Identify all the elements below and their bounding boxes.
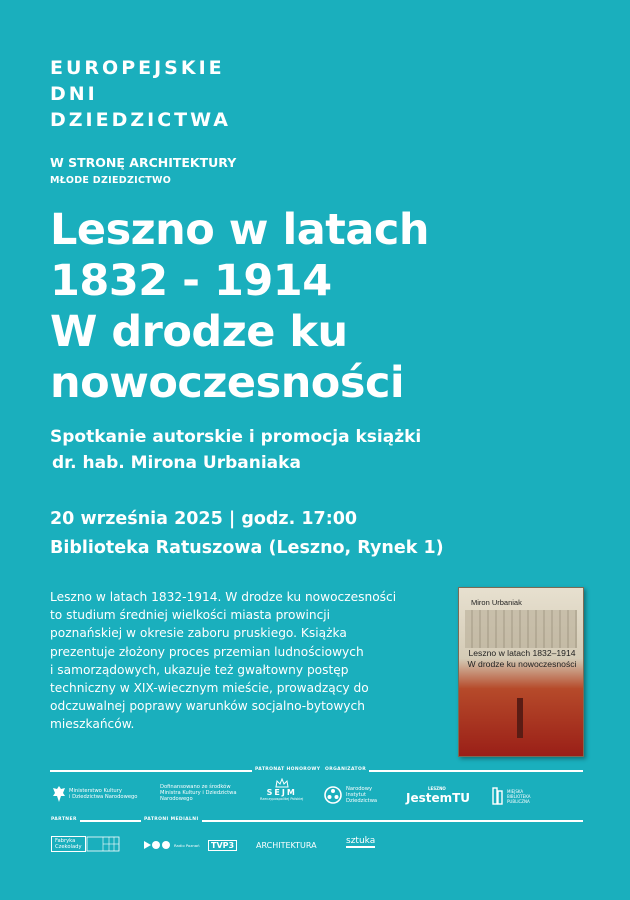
leszno-text: JestemTU <box>406 791 471 805</box>
headline-line-3: W drodze ku <box>50 307 348 357</box>
fabryka-grid-icon <box>86 836 120 852</box>
book-cover-photo <box>465 610 577 648</box>
leszno-small-text: LESZNO <box>428 786 446 791</box>
sejm-logo <box>260 778 303 801</box>
library-line-1: MIEJSKA <box>507 788 524 794</box>
tvp-text: TVP3 <box>208 840 237 851</box>
label-patronat: PATRONAT HONOROWY <box>252 767 323 772</box>
sponsors-divider-bottom <box>50 820 583 822</box>
nid-emblem-icon <box>323 785 343 805</box>
desc-line-4: prezentuje złożony proces przemian ludnościowych <box>50 644 364 659</box>
fabryka-line-2: Czekolady <box>55 844 82 851</box>
ministry-line-2: i Dziedzictwa Narodowego <box>69 794 138 800</box>
headline-line-1: Leszno w latach <box>50 205 429 255</box>
fabryka-line-1: Fabryka <box>55 838 76 844</box>
desc-line-3: poznańskiej w okresie zaboru pruskiego. Książka <box>50 626 347 641</box>
book-cover-image <box>458 587 584 757</box>
crown-icon <box>275 778 289 788</box>
desc-line-6: techniczny w XIX-wiecznym mieście, prowadzący do <box>50 681 369 696</box>
headline-line-2: 1832 - 1914 <box>50 256 332 306</box>
desc-line-7: odczuwalnej poprawy warunków socjalno-bytowych <box>50 699 365 714</box>
nid-line-3: Dziedzictwa <box>346 798 378 805</box>
event-series-logo <box>50 55 231 133</box>
cofinanced-line-1: Dofinansowano ze środków <box>160 784 231 790</box>
event-subtitle <box>50 424 421 476</box>
radio-dots-icon <box>143 840 171 850</box>
poster-headline <box>50 205 610 409</box>
theme-subheading: MŁODE DZIEDZICTWO <box>50 175 172 186</box>
event-venue: Biblioteka Ratuszowa (Leszno, Rynek 1) <box>50 538 444 558</box>
eagle-icon <box>52 785 66 803</box>
headline-line-4: nowoczesności <box>50 358 405 408</box>
sztuka-text: sztuka <box>346 836 376 846</box>
tvp-logo <box>208 840 237 851</box>
nid-line-2: Instytut <box>346 791 366 798</box>
cofinanced-note <box>160 784 237 803</box>
nid-line-1: Narodowy <box>346 785 373 792</box>
library-line-3: PUBLICZNA <box>507 798 530 804</box>
book-title <box>467 648 577 670</box>
theme-heading: W STRONĘ ARCHITEKTURY <box>50 155 237 170</box>
desc-line-5: i samorządowych, ukazuje też gwałtowny postęp <box>50 662 349 677</box>
sejm-text: SEJM <box>266 788 297 797</box>
event-date-time: 20 września 2025 | godz. 17:00 <box>50 509 358 529</box>
architektura-logo <box>256 841 317 850</box>
label-patroni-medialni: PATRONI MEDIALNI <box>141 817 202 822</box>
desc-line-2: to studium średniej wielkości miasta prowincji <box>50 608 331 623</box>
book-description <box>50 588 410 734</box>
desc-line-1: Leszno w latach 1832-1914. W drodze ku nowoczesności <box>50 590 397 604</box>
label-organizator: ORGANIZATOR <box>322 767 369 772</box>
book-cover-chimney <box>517 698 523 738</box>
book-title-line-2: W drodze ku nowoczesności <box>467 659 577 669</box>
event-details <box>50 505 444 563</box>
sztuka-logo <box>346 836 375 848</box>
sejm-subtext: Rzeczypospolitej Polskiej <box>260 797 304 801</box>
cofinanced-line-3: Narodowego <box>160 796 193 803</box>
fabryka-logo <box>51 836 120 852</box>
library-icon <box>492 787 504 805</box>
library-logo <box>492 787 530 805</box>
radio-logo <box>143 840 200 850</box>
logo-line-1: EUROPEJSKIE <box>50 57 225 79</box>
ministry-logo <box>52 785 137 803</box>
radio-text: Radio Poznań <box>174 842 200 848</box>
library-line-2: BIBLIOTEKA <box>507 793 531 799</box>
architektura-text: ARCHITEKTURA <box>256 841 317 850</box>
nid-logo <box>323 785 377 805</box>
logo-line-2: DNI <box>50 83 98 105</box>
subtitle-line-1: Spotkanie autorskie i promocja książki <box>50 427 422 447</box>
subtitle-line-2: dr. hab. Mirona Urbaniaka <box>52 453 301 473</box>
logo-line-3: DZIEDZICTWA <box>50 109 231 131</box>
book-author: Miron Urbaniak <box>471 598 522 607</box>
leszno-logo <box>406 786 470 805</box>
book-title-line-1: Leszno w latach 1832–1914 <box>468 648 576 658</box>
cofinanced-line-2: Ministra Kultury i Dziedzictwa <box>160 790 237 797</box>
label-partner: PARTNER <box>48 817 80 822</box>
ministry-line-1: Ministerstwo Kultury <box>69 787 122 794</box>
desc-line-8: mieszkańców. <box>50 717 135 732</box>
